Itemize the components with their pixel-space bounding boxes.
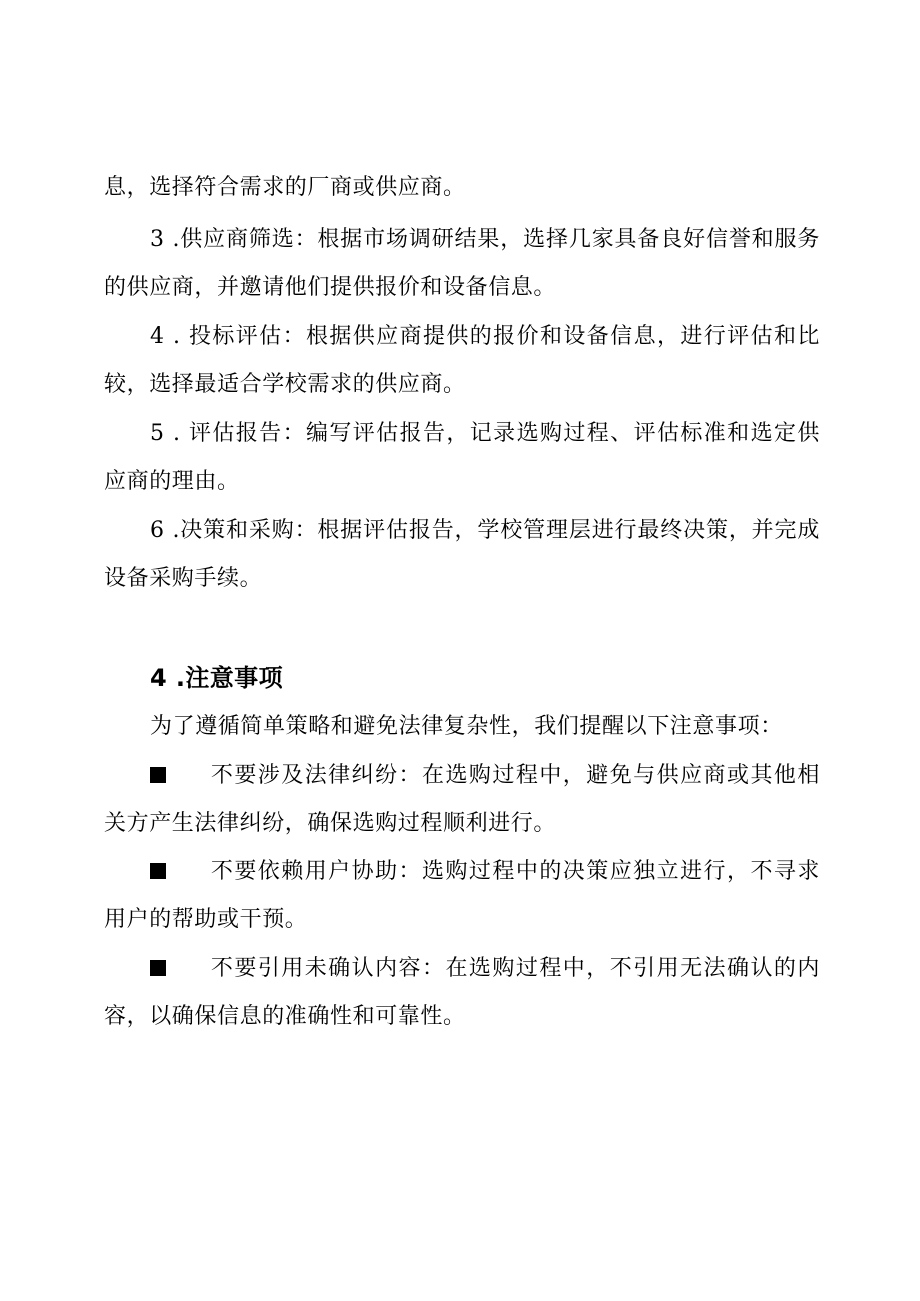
bullet-item-text: 不要引用未确认内容：在选购过程中，不引用无法确认的内容，以确保信息的准确性和可靠性。 bbox=[104, 956, 820, 1029]
step-3-paragraph: 3 .供应商筛选：根据市场调研结果，选择几家具备良好信誉和服务的供应商，并邀请他们提供报价和设备信息。 bbox=[104, 227, 820, 300]
bullet-item-text: 不要依赖用户协助：选购过程中的决策应独立进行，不寻求用户的帮助或干预。 bbox=[104, 859, 820, 932]
square-bullet-icon bbox=[150, 863, 166, 879]
bullet-item-1 bbox=[104, 752, 820, 848]
square-bullet-icon bbox=[150, 960, 166, 976]
section-heading: 4 .注意事项 bbox=[150, 664, 283, 692]
step-6-paragraph: 6 .决策和采购：根据评估报告，学校管理层进行最终决策，并完成设备采购手续。 bbox=[104, 518, 820, 591]
continuation-paragraph: 息，选择符合需求的厂商或供应商。 bbox=[104, 175, 466, 200]
step-4-paragraph: 4 . 投标评估：根据供应商提供的报价和设备信息，进行评估和比较，选择最适合学校需求的供应商。 bbox=[104, 324, 820, 397]
bullet-item-text: 不要涉及法律纠纷：在选购过程中，避免与供应商或其他相关方产生法律纠纷，确保选购过程顺利进行。 bbox=[104, 763, 820, 836]
square-bullet-icon bbox=[150, 767, 166, 783]
section-intro-paragraph: 为了遵循简单策略和避免法律复杂性，我们提醒以下注意事项： bbox=[150, 714, 783, 739]
bullet-item-2 bbox=[104, 848, 820, 944]
bullet-item-3 bbox=[104, 945, 820, 1041]
step-5-paragraph: 5 . 评估报告：编写评估报告，记录选购过程、评估标准和选定供应商的理由。 bbox=[104, 421, 820, 494]
